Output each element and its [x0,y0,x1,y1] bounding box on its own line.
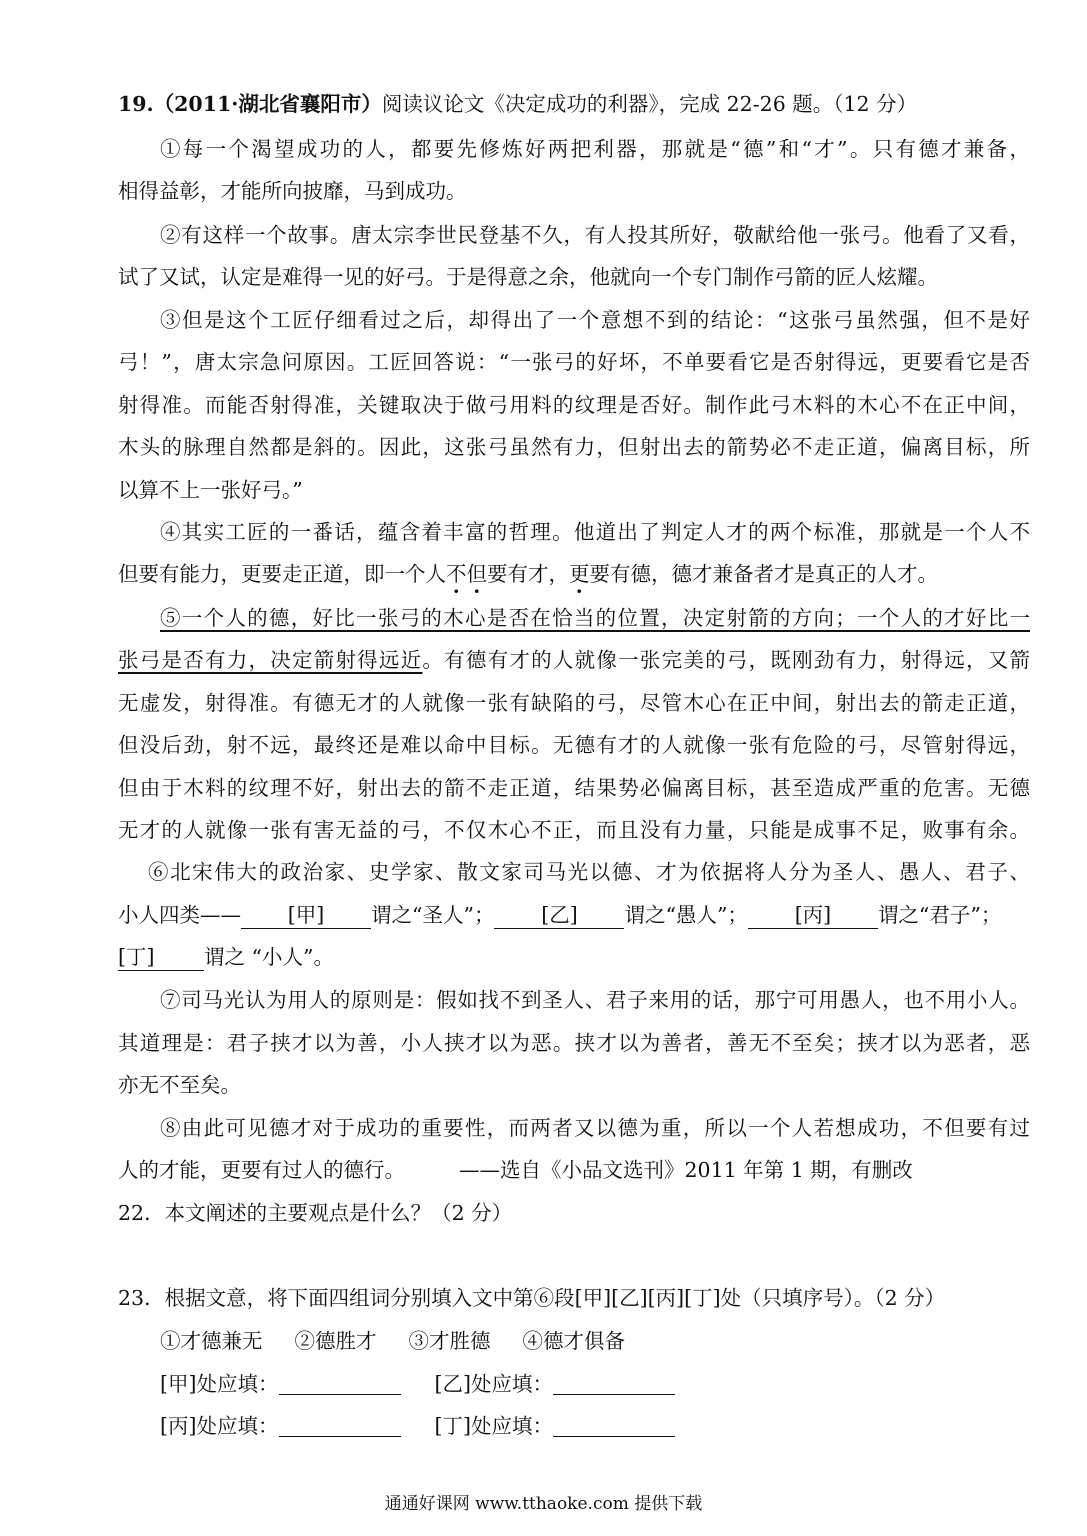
option-1: ①才德兼无 [160,1329,263,1353]
p6-xiao-ren: 谓之 “小人”。 [204,945,334,969]
paragraph-5-line-6: 无才的人就像一张有害无益的弓，不仅木心不正，而且没有力量，只能是成事不足，败事有余。 [118,818,1030,842]
paragraph-3-line-3: 射得准。而能否射得准，关键取决于做弓用料的纹理是否好。制作此弓木料的木心不在正中间， [118,393,1030,417]
page-footer: 通通好课网 www.tthaoke.com 提供下载 [384,1494,703,1514]
question-23: 23．根据文意，将下面四组词分别填入文中第⑥段[甲][乙][丙][丁]处（只填序号）。（2 分） [118,1286,946,1310]
paragraph-4-line-1: ④其实工匠的一番话，蕴含着丰富的哲理。他道出了判定人才的两个标准，那就是一个人不 [160,520,1030,544]
yi-answer-field[interactable] [553,1370,675,1395]
paragraph-4-line-2 [118,559,1030,589]
article-source: ——选自《小品文选刊》2011 年第 1 期，有删改 [459,1158,913,1182]
option-2: ②德胜才 [294,1329,377,1353]
blank-ding: [丁] [118,944,204,971]
p6-intro: 小人四类—— [118,903,241,927]
question-22: 22．本文阐述的主要观点是什么？（2 分） [118,1201,513,1225]
answer-row-1 [160,1369,1072,1399]
question-header [118,89,1030,119]
paragraph-2-line-2: 试了又试，认定是难得一见的好弓。于是得意之余，他就向一个专门制作弓箭的匠人炫耀。 [118,265,938,289]
paragraph-6-line-3 [118,942,1030,972]
paragraph-5-line-2 [118,645,1030,675]
paragraph-3-line-2: 弓！”，唐太宗急问原因。工匠回答说：“一张弓的好坏，不单要看它是否射得远，更要看它是否 [118,350,1030,374]
ding-answer-label: [丁]处应填： [434,1414,553,1438]
option-4: ④德才俱备 [522,1329,625,1353]
blank-jia: [甲] [241,902,371,929]
emphasis-char-bu: 不 [446,562,467,586]
paragraph-3-line-4: 木头的脉理自然都是斜的。因此，这张弓虽然有力，但射出去的箭势必不走正道，偏离目标，所 [118,435,1030,459]
blank-bing: [丙] [748,902,878,929]
paragraph-7-line-2: 其道理是：君子挟才以为善，小人挟才以为恶。挟才以为善者，善无不至矣；挟才以为恶者，恶 [118,1031,1030,1055]
p4-text-c: 要有德，德才兼备者才是真正的人才。 [589,562,938,586]
question-number: 19. [118,92,154,116]
p4-text-b: 要有才， [487,562,569,586]
question-source: （2011·湖北省襄阳市） [153,92,382,116]
paragraph-3-line-1: ③但是这个工匠仔细看过之后，却得出了一个意想不到的结论：“这张弓虽然强，但不是好 [160,308,1030,332]
option-3: ③才胜德 [408,1329,491,1353]
question-instruction: 阅读议论文《决定成功的利器》，完成 22-26 题。（12 分） [381,92,918,116]
p6-sheng-ren: 谓之“圣人”； [371,903,495,927]
paragraph-7-line-1: ⑦司马光认为用人的原则是：假如找不到圣人、君子来用的话，那宁可用愚人，也不用小人。 [160,988,1030,1012]
paragraph-5-line-4: 但没后劲，射不远，最终还是难以命中目标。无德有才的人就像一张有危险的弓，尽管射得远， [118,733,1030,757]
blank-yi: [乙] [494,902,624,929]
emphasis-char-geng: 更 [569,562,590,586]
paragraph-8-line-2 [118,1155,1030,1185]
yi-answer-label: [乙]处应填： [434,1372,553,1396]
question-23-options [160,1326,1072,1356]
bing-answer-field[interactable] [279,1412,401,1437]
p4-text-a: 但要有能力，更要走正道，即一个人 [118,562,446,586]
paragraph-5-line-1-underlined: ⑤一个人的德，好比一张弓的木心是否在恰当的位置，决定射箭的方向；一个人的才好比一 [160,606,1030,630]
bing-answer-label: [丙]处应填： [160,1414,279,1438]
paragraph-2-line-1: ②有这样一个故事。唐太宗李世民登基不久，有人投其所好，敬献给他一张弓。他看了又看， [160,223,1030,247]
p6-jun-zi: 谓之“君子”； [877,903,1002,927]
p6-yu-ren: 谓之“愚人”； [624,903,748,927]
paragraph-7-line-3: 亦无不至矣。 [118,1073,241,1097]
jia-answer-field[interactable] [279,1370,401,1395]
emphasis-char-dan: 但 [466,562,487,586]
jia-answer-label: [甲]处应填： [160,1372,279,1396]
paragraph-5-line-3: 无虚发，射得准。有德无才的人就像一张有缺陷的弓，尽管木心在正中间，射出去的箭走正道， [118,691,1030,715]
ding-answer-field[interactable] [553,1412,675,1437]
underlined-sentence: 张弓是否有力，决定箭射得远近 [118,648,423,672]
p5-line-2-rest: 。有德有才的人就像一张完美的弓，既刚劲有力，射得远，又箭 [422,648,1031,672]
paragraph-5-line-5: 但由于木料的纹理不好，射出去的箭不走正道，结果势必偏离目标，甚至造成严重的危害。无德 [118,776,1030,800]
paragraph-6-line-2 [118,900,1030,930]
paragraph-3-line-5: 以算不上一张好弓。” [118,478,303,502]
paragraph-1-line-2: 相得益彰，才能所向披靡，马到成功。 [118,179,467,203]
p8-line-2-text: 人的才能，更要有过人的德行。 [118,1158,405,1182]
paragraph-1-line-1: ①每一个渴望成功的人，都要先修炼好两把利器，那就是“德”和“才”。只有德才兼备， [160,137,1030,161]
paragraph-8-line-1: ⑧由此可见德才对于成功的重要性，而两者又以德为重，所以一个人若想成功，不但要有过 [160,1116,1030,1140]
answer-row-2 [160,1411,1072,1441]
paragraph-6-line-1: ⑥北宋伟大的政治家、史学家、散文家司马光以德、才为依据将人分为圣人、愚人、君子、 [148,860,1030,884]
